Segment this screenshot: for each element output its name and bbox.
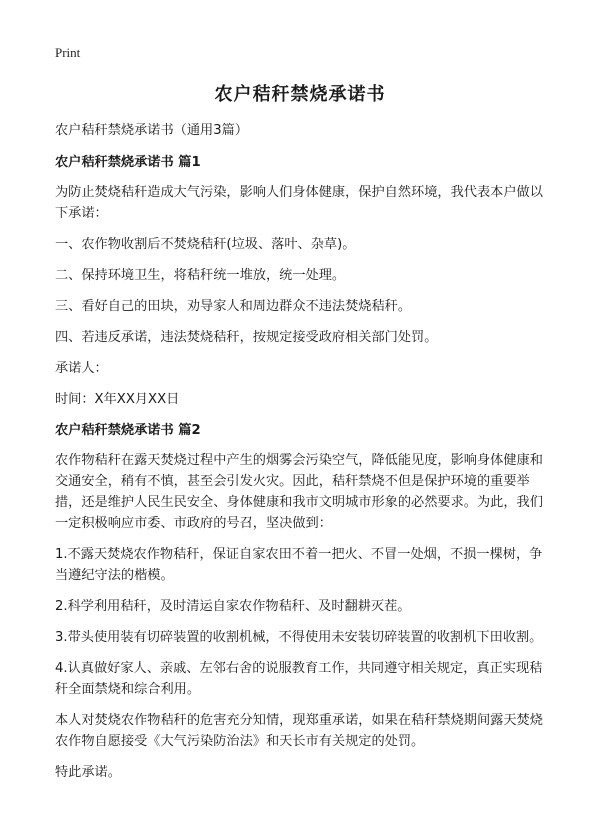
section-heading: 农户秸秆禁烧承诺书 篇2 [55,423,201,438]
closing-line: 特此承诺。 [55,765,121,780]
document-title: 农户秸秆禁烧承诺书 [214,84,386,105]
document-subtitle: 农户秸秆禁烧承诺书（通用3篇） [55,123,249,138]
paragraph: 1.不露天焚烧农作物秸秆，保证自家农田不着一把火、不冒一处烟，不损一棵树，争当遵纪守法的楷模。 [55,547,543,583]
paragraph: 3.带头使用装有切碎装置的收割机械，不得使用未安装切碎装置的收割机下田收割。 [55,630,543,645]
date-line: 时间：X年XX月XX日 [55,392,180,407]
paragraph: 二、保持环境卫生，将秸秆统一堆放，统一处理。 [55,268,346,283]
paragraph: 4.认真做好家人、亲戚、左邻右舍的说服教育工作，共同遵守相关规定，真正实现秸秆全面禁烧和综合利用。 [55,661,543,697]
paragraph: 为防止焚烧秸秆造成大气污染，影响人们身体健康，保护自然环境，我代表本户做以下承诺： [55,185,543,221]
document-body [55,120,555,793]
signatory-line: 承诺人： [55,361,108,376]
paragraph: 一、农作物收割后不焚烧秸秆(垃圾、落叶、杂草)。 [55,237,356,252]
print-label[interactable]: Print [55,45,81,60]
paragraph: 农作物秸秆在露天焚烧过程中产生的烟雾会污染空气，降低能见度，影响身体健康和交通安全，稍有不慎，甚至会引发火灾。因此，秸秆禁烧不但是保护环境的重要举措，还是维护人民生民安全、身体健康和我市文明城市形象的必然要求。为此，我们一定积极响应市委、市政府的号召，坚决做到： [55,453,543,531]
paragraph: 本人对焚烧农作物秸秆的危害充分知情，现郑重承诺，如果在秸秆禁烧期间露天焚烧农作物自愿接受《大气污染防治法》和天长市有关规定的处罚。 [55,713,543,749]
paragraph: 2.科学利用秸秆，及时清运自家农作物秸秆、及时翻耕灭茬。 [55,599,411,614]
paragraph: 三、看好自己的田块，劝导家人和周边群众不违法焚烧秸秆。 [55,299,412,314]
section-heading: 农户秸秆禁烧承诺书 篇1 [55,155,201,170]
paragraph: 四、若违反承诺，违法焚烧秸秆，按规定接受政府相关部门处罚。 [55,330,438,345]
